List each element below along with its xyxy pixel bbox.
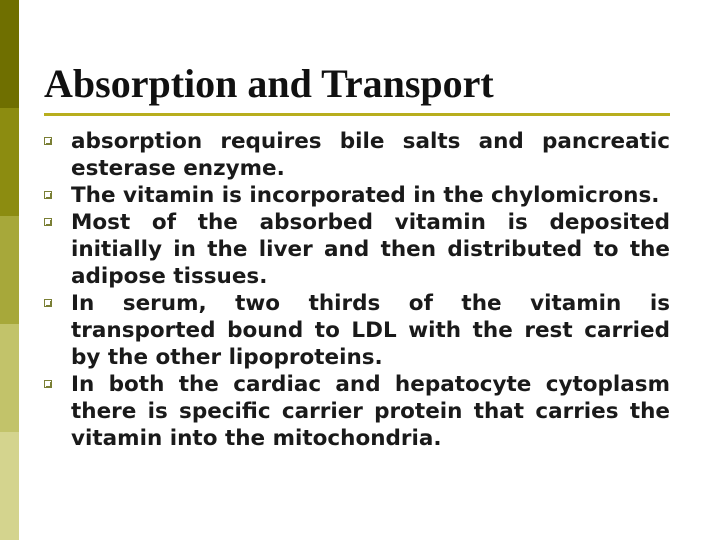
title-underline (44, 113, 670, 116)
bullet-text: Most of the absorbed vitamin is deposited initially in the liver and then distributed to the adipose tissues. (71, 210, 670, 289)
sidebar-segment (0, 324, 19, 432)
bullet-item (44, 371, 670, 452)
bullet-text: In both the cardiac and hepatocyte cytoplasm there is specific carrier protein that carries the vitamin into the mitochondria. (71, 372, 670, 451)
bullet-item (44, 209, 670, 290)
sidebar-segment (0, 0, 19, 108)
bullet-text: absorption requires bile salts and pancreatic esterase enzyme. (71, 129, 670, 181)
decorative-sidebar (0, 0, 19, 540)
bullet-list (44, 128, 670, 452)
hollow-square-bullet-icon (44, 218, 52, 226)
bullet-item (44, 290, 670, 371)
bullet-item (44, 128, 670, 182)
hollow-square-bullet-icon (44, 191, 52, 199)
hollow-square-bullet-icon (44, 299, 52, 307)
sidebar-segment (0, 432, 19, 540)
bullet-item (44, 182, 670, 209)
slide-title: Absorption and Transport (44, 61, 494, 106)
hollow-square-bullet-icon (44, 380, 52, 388)
hollow-square-bullet-icon (44, 137, 52, 145)
bullet-text: In serum, two thirds of the vitamin is transported bound to LDL with the rest carried by the other lipoproteins. (71, 291, 670, 370)
sidebar-segment (0, 216, 19, 324)
sidebar-segment (0, 108, 19, 216)
bullet-text: The vitamin is incorporated in the chylomicrons. (71, 183, 660, 208)
